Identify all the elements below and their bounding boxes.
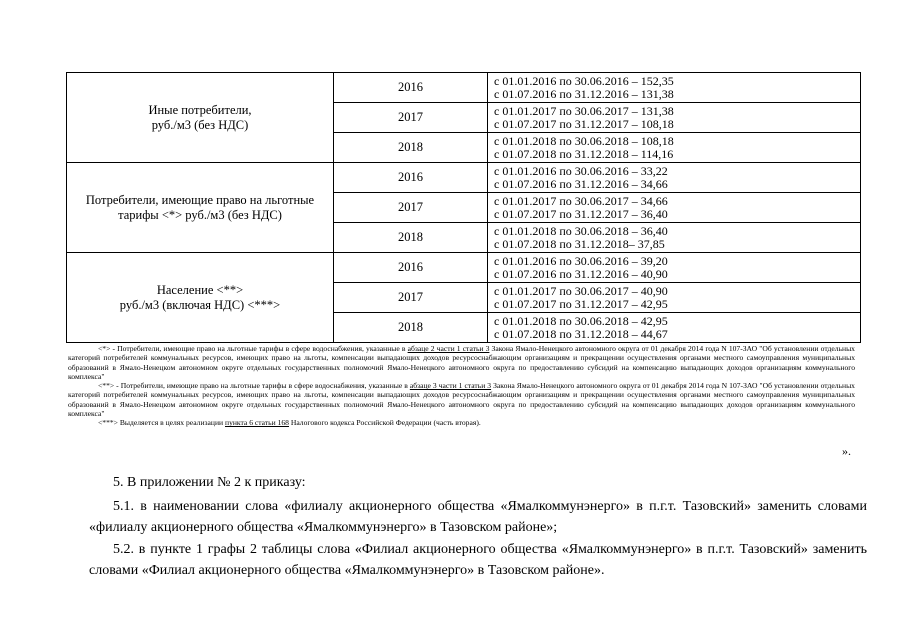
year-cell: 2016	[334, 253, 488, 283]
footnote-2-text-b: Закона Ямало-Ненецкого автономного округа от 01 декабря 2014 года N 107-ЗАО "Об установлении отдельных категорий потребителей коммунальных ресурсов, имеющих право на льготы, компенсации выпадающих доходов ресурсоснабжающим организациям и прекращении осуществления органами местного самоуправления муниципальных образований в Ямало-Ненецком автономном округе отдельных государственных полномочий Ямало-Ненецкого автономного округа по предоставлению субсидий на компенсацию выпадающих доходов организациям коммунального комплекса"	[68, 381, 855, 419]
consumer-category-cell	[67, 253, 334, 343]
year-cell: 2018	[334, 133, 488, 163]
tariff-rate-line: с 01.01.2018 по 30.06.2018 – 36,40	[494, 224, 668, 238]
tariff-rate-line: с 01.07.2018 по 31.12.2018 – 114,16	[494, 146, 674, 161]
tariff-rate-line: с 01.07.2017 по 31.12.2017 – 36,40	[494, 206, 668, 221]
consumer-category-cell	[67, 73, 334, 163]
tariff-rate-cell	[488, 253, 861, 283]
footnote-3-text-a: <***> Выделяется в целях реализации	[98, 418, 225, 428]
tariff-rate-line: с 01.01.2017 по 30.06.2017 – 131,38	[494, 104, 674, 118]
year-cell: 2017	[334, 283, 488, 313]
tariff-rate-line: с 01.07.2017 по 31.12.2017 – 42,95	[494, 296, 668, 311]
footnotes	[68, 344, 855, 428]
tariff-row	[67, 73, 861, 103]
tariff-table	[66, 72, 861, 343]
footnote-3	[68, 418, 855, 427]
footnote-2-link[interactable]: абзаце 3 части 1 статьи 3	[409, 381, 492, 391]
tariff-row	[67, 163, 861, 193]
consumer-category-line: Иные потребители,	[148, 102, 252, 117]
year-cell: 2018	[334, 223, 488, 253]
tariff-row	[67, 253, 861, 283]
tariff-rate-line: с 01.07.2018 по 31.12.2018– 37,85	[494, 236, 665, 251]
tariff-rate-line: с 01.01.2016 по 30.06.2016 – 39,20	[494, 254, 668, 268]
year-cell: 2016	[334, 163, 488, 193]
consumer-category-line: руб./м3 (без НДС)	[151, 117, 249, 132]
tariff-rate-cell	[488, 103, 861, 133]
tariff-rate-cell	[488, 163, 861, 193]
footnote-2-text-a: <**> - Потребители, имеющие право на льготные тарифы в сфере водоснабжения, указанные в	[98, 381, 410, 391]
footnote-3-link[interactable]: пункта 6 статьи 168	[225, 418, 289, 428]
tariff-rate-line: с 01.07.2016 по 31.12.2016 – 40,90	[494, 266, 668, 281]
year-cell: 2017	[334, 193, 488, 223]
tariff-rate-cell	[488, 313, 861, 343]
tariff-rate-line: с 01.01.2018 по 30.06.2018 – 42,95	[494, 314, 668, 328]
tariff-rate-line: с 01.01.2017 по 30.06.2017 – 34,66	[494, 194, 668, 208]
consumer-category-line: Население <**>	[156, 282, 244, 297]
amendment-text	[89, 472, 867, 582]
year-cell: 2017	[334, 103, 488, 133]
tariff-rate-line: с 01.07.2018 по 31.12.2018 – 44,67	[494, 326, 668, 341]
closing-quote: ».	[842, 444, 851, 458]
paragraph-5-2: 5.2. в пункте 1 графы 2 таблицы слова «Филиал акционерного общества «Ямалкоммунэнерго» в п.г.т. Тазовский» заменить словами «Филиал акционерного общества «Ямалкоммунэнерго» в Тазовском районе».	[89, 541, 867, 578]
footnote-1	[68, 344, 855, 381]
footnote-1-text-b: Закона Ямало-Ненецкого автономного округа от 01 декабря 2014 года N 107-ЗАО "Об установлении отдельных категорий потребителей коммунальных ресурсов, имеющих право на льготы, компенсации выпадающих доходов ресурсоснабжающим организациям и прекращении осуществления органами местного самоуправления муниципальных образований в Ямало-Ненецком автономном округе отдельных государственных полномочий Ямало-Ненецкого автономного округа по предоставлению субсидий на компенсацию выпадающих доходов организациям коммунального комплекса"	[68, 344, 855, 381]
tariff-rate-line: с 01.01.2017 по 30.06.2017 – 40,90	[494, 284, 668, 298]
tariff-rate-line: с 01.01.2016 по 30.06.2016 – 33,22	[494, 164, 668, 178]
footnote-3-text-b: Налогового кодекса Российской Федерации (часть вторая).	[288, 418, 481, 428]
consumer-category-line: тарифы <*> руб./м3 (без НДС)	[118, 207, 282, 222]
consumer-category-line: Потребители, имеющие право на льготные	[85, 192, 315, 207]
tariff-rate-cell	[488, 73, 861, 103]
tariff-rate-cell	[488, 133, 861, 163]
footnote-1-text-a: <*> - Потребители, имеющие право на льготные тарифы в сфере водоснабжения, указанные в	[98, 344, 408, 353]
consumer-category-line: руб./м3 (включая НДС) <***>	[119, 297, 281, 312]
tariff-rate-line: с 01.07.2016 по 31.12.2016 – 34,66	[494, 176, 668, 191]
tariff-rate-cell	[488, 223, 861, 253]
tariff-rate-line: с 01.01.2016 по 30.06.2016 – 152,35	[494, 74, 674, 88]
paragraph-5-1: 5.1. в наименовании слова «филиалу акционерного общества «Ямалкоммунэнерго» в п.г.т. Тазовский» заменить словами «филиалу акционерного общества «Ямалкоммунэнерго» в Тазовском районе»;	[89, 498, 867, 535]
tariff-rate-line: с 01.01.2018 по 30.06.2018 – 108,18	[494, 134, 674, 148]
tariff-rate-line: с 01.07.2017 по 31.12.2017 – 108,18	[494, 116, 674, 131]
tariff-rate-cell	[488, 283, 861, 313]
tariff-table-body	[67, 73, 861, 343]
tariff-rate-line: с 01.07.2016 по 31.12.2016 – 131,38	[494, 86, 674, 101]
footnote-2	[68, 381, 855, 418]
tariff-rate-cell	[488, 193, 861, 223]
paragraph-5: 5. В приложении № 2 к приказу:	[113, 475, 306, 490]
year-cell: 2018	[334, 313, 488, 343]
consumer-category-cell	[67, 163, 334, 253]
year-cell: 2016	[334, 73, 488, 103]
footnote-1-link[interactable]: абзаце 2 части 1 статьи 3	[407, 344, 490, 353]
